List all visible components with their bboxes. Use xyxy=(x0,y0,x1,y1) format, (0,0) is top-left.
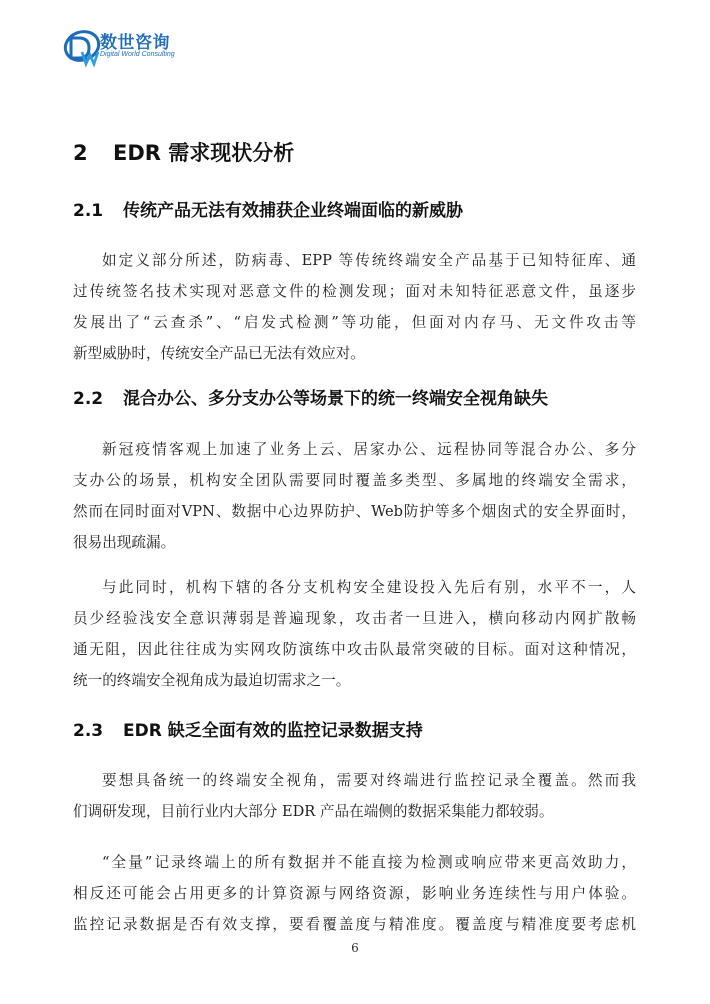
text-line: 监控记录数据是否有效支撑，要看覆盖度与精准度。覆盖度与精准度要考虑机 xyxy=(73,916,636,933)
paragraph xyxy=(73,245,636,369)
text-line: 新冠疫情客观上加速了业务上云、居家办公、远程协同等混合办公、多分 xyxy=(102,441,636,458)
text-line: 员少经验浅安全意识薄弱是普遍现象，攻击者一旦进入，横向移动内网扩散畅 xyxy=(73,610,636,627)
text-line: 支办公的场景，机构安全团队需要同时覆盖多类型、多属地的终端安全需求， xyxy=(73,472,636,489)
text-line: 新型威胁时，传统安全产品已无法有效应对。 xyxy=(73,345,365,362)
text-line: 与此同时，机构下辖的各分支机构安全建设投入先后有别，水平不一，人 xyxy=(102,579,636,596)
text-line: 很易出现疏漏。 xyxy=(73,534,176,551)
subsection-number: 2.1 xyxy=(73,201,104,221)
company-logo xyxy=(62,22,192,72)
subsection-number: 2.3 xyxy=(73,721,104,741)
paragraph xyxy=(73,434,636,558)
text-line: 统一的终端安全视角成为最迫切需求之一。 xyxy=(73,672,351,689)
subsection-title: 传统产品无法有效捕获企业终端面临的新威胁 xyxy=(123,201,463,221)
subsection-title: 混合办公、多分支办公等场景下的统一终端安全视角缺失 xyxy=(123,389,548,409)
text-line: 要想具备统一的终端安全视角，需要对终端进行监控记录全覆盖。然而我 xyxy=(102,772,636,789)
text-line: 如定义部分所述，防病毒、EPP 等传统终端安全产品基于已知特征库、通 xyxy=(102,252,636,269)
text-line: 通无阻，因此往往成为实网攻防演练中攻击队最常突破的目标。面对这种情况， xyxy=(73,641,636,658)
text-line: 过传统签名技术实现对恶意文件的检测发现；面对未知特征恶意文件，虽逐步 xyxy=(73,283,636,300)
subsection-title: EDR 缺乏全面有效的监控记录数据支持 xyxy=(123,721,423,741)
dw-logo-icon xyxy=(62,22,102,68)
text-line: “全量”记录终端上的所有数据并不能直接为检测或响应带来更高效助力， xyxy=(102,854,636,871)
logo-english-name: Digital World Consulting xyxy=(100,51,175,58)
text-line: 们调研发现，目前行业内大部分 EDR 产品在端侧的数据采集能力都较弱。 xyxy=(73,803,554,820)
subsection-number: 2.2 xyxy=(73,389,104,409)
paragraph xyxy=(73,847,636,940)
subsection-heading-2-1 xyxy=(73,196,463,221)
paragraph xyxy=(73,572,636,696)
section-title: EDR 需求现状分析 xyxy=(113,141,295,165)
section-number: 2 xyxy=(73,141,88,165)
page-number: 6 xyxy=(351,941,359,955)
subsection-heading-2-2 xyxy=(73,384,548,409)
logo-chinese-name: 数世咨询 xyxy=(100,33,170,53)
paragraph xyxy=(73,765,636,827)
subsection-heading-2-3 xyxy=(73,716,423,741)
section-heading xyxy=(73,137,294,167)
text-line: 发展出了“云查杀”、“启发式检测”等功能，但面对内存马、无文件攻击等 xyxy=(73,314,636,331)
text-line: 相反还可能会占用更多的计算资源与网络资源，影响业务连续性与用户体验。 xyxy=(73,885,636,902)
text-line: 然而在同时面对VPN、数据中心边界防护、Web防护等多个烟囱式的安全界面时， xyxy=(73,503,636,520)
